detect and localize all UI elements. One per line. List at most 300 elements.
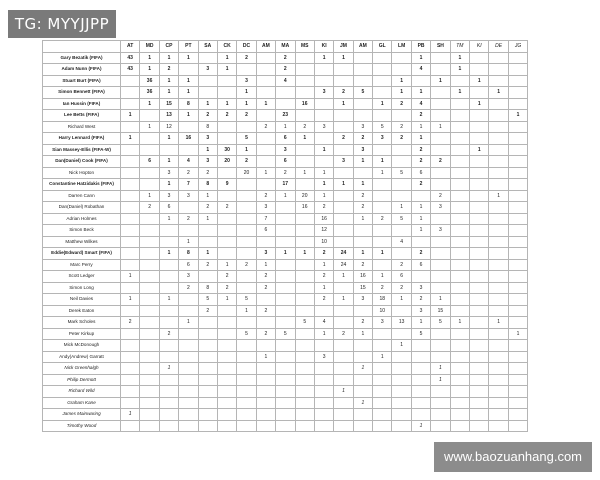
referee-name-cell: Simon Long	[43, 282, 121, 294]
count-cell	[314, 397, 333, 409]
count-cell: 15	[159, 98, 178, 110]
count-cell	[276, 305, 295, 317]
count-cell	[489, 397, 508, 409]
count-cell	[314, 386, 333, 398]
count-cell	[411, 351, 430, 363]
referee-name-cell: Richard Wild	[43, 386, 121, 398]
count-cell: 6	[140, 156, 159, 168]
count-cell	[140, 363, 159, 375]
count-cell	[353, 75, 372, 87]
count-cell	[314, 75, 333, 87]
count-cell	[334, 282, 353, 294]
count-cell	[373, 87, 392, 99]
count-cell: 1	[373, 167, 392, 179]
count-cell	[121, 248, 140, 260]
count-cell: 2	[314, 294, 333, 306]
count-cell	[508, 202, 527, 214]
count-cell	[508, 52, 527, 64]
table-row	[43, 202, 528, 214]
count-cell	[470, 133, 489, 145]
count-cell: 16	[179, 133, 198, 145]
count-cell: 2	[411, 110, 430, 122]
count-cell: 1	[159, 363, 178, 375]
count-cell	[489, 213, 508, 225]
count-cell	[256, 386, 275, 398]
count-cell: 2	[392, 98, 411, 110]
table-row	[43, 110, 528, 122]
count-cell	[276, 213, 295, 225]
count-cell	[431, 386, 450, 398]
count-cell	[489, 133, 508, 145]
count-cell	[334, 144, 353, 156]
count-cell	[450, 202, 469, 214]
count-cell	[314, 374, 333, 386]
count-cell	[450, 397, 469, 409]
count-cell	[121, 87, 140, 99]
count-cell	[392, 156, 411, 168]
count-cell: 13	[159, 110, 178, 122]
table-row	[43, 374, 528, 386]
referee-name-cell: Mick McDonough	[43, 340, 121, 352]
count-cell: 1	[411, 213, 430, 225]
count-cell: 5	[353, 87, 372, 99]
count-cell: 1	[179, 52, 198, 64]
count-cell	[489, 328, 508, 340]
count-cell	[295, 179, 314, 191]
count-cell: 16	[314, 213, 333, 225]
table-row	[43, 294, 528, 306]
count-cell	[508, 351, 527, 363]
count-cell: 1	[489, 190, 508, 202]
count-cell	[159, 409, 178, 421]
count-cell	[217, 305, 236, 317]
count-cell	[470, 213, 489, 225]
count-cell	[179, 121, 198, 133]
count-cell	[217, 363, 236, 375]
column-header: MS	[295, 41, 314, 53]
column-header: DC	[237, 41, 256, 53]
count-cell	[276, 374, 295, 386]
count-cell	[353, 386, 372, 398]
column-header: PB	[411, 41, 430, 53]
count-cell: 1	[237, 98, 256, 110]
tg-label: TG: MYYJJPP	[8, 10, 116, 38]
count-cell: 3	[179, 271, 198, 283]
table-row	[43, 386, 528, 398]
count-cell: 4	[392, 236, 411, 248]
count-cell: 1	[353, 328, 372, 340]
count-cell	[314, 64, 333, 76]
table-row	[43, 328, 528, 340]
count-cell	[450, 156, 469, 168]
count-cell	[276, 351, 295, 363]
count-cell: 2	[256, 190, 275, 202]
count-cell	[159, 374, 178, 386]
count-cell	[140, 271, 159, 283]
count-cell	[470, 121, 489, 133]
count-cell	[217, 121, 236, 133]
count-cell	[179, 144, 198, 156]
count-cell	[140, 317, 159, 329]
count-cell	[411, 190, 430, 202]
count-cell	[256, 52, 275, 64]
count-cell	[373, 340, 392, 352]
referee-name-cell: Gary Bezatik (FIFA)	[43, 52, 121, 64]
count-cell	[373, 144, 392, 156]
column-header: CK	[217, 41, 236, 53]
count-cell: 2	[198, 305, 217, 317]
count-cell	[411, 340, 430, 352]
count-cell: 2	[237, 110, 256, 122]
count-cell: 24	[334, 248, 353, 260]
count-cell: 2	[431, 156, 450, 168]
count-cell	[217, 328, 236, 340]
count-cell	[256, 156, 275, 168]
count-cell	[334, 236, 353, 248]
count-cell	[159, 351, 178, 363]
table-row	[43, 340, 528, 352]
count-cell	[450, 213, 469, 225]
count-cell: 6	[411, 259, 430, 271]
count-cell	[470, 190, 489, 202]
column-header: AM	[353, 41, 372, 53]
count-cell	[470, 225, 489, 237]
count-cell: 2	[237, 259, 256, 271]
count-cell	[489, 225, 508, 237]
count-cell: 3	[198, 156, 217, 168]
count-cell: 1	[179, 236, 198, 248]
count-cell	[198, 397, 217, 409]
count-cell: 5	[276, 328, 295, 340]
count-cell: 4	[411, 64, 430, 76]
table-row	[43, 98, 528, 110]
count-cell	[353, 167, 372, 179]
count-cell: 1	[217, 52, 236, 64]
count-cell	[179, 420, 198, 432]
count-cell	[489, 294, 508, 306]
count-cell	[392, 64, 411, 76]
count-cell: 1	[159, 52, 178, 64]
count-cell	[140, 374, 159, 386]
count-cell	[140, 351, 159, 363]
count-cell: 1	[334, 52, 353, 64]
count-cell	[140, 167, 159, 179]
table-row	[43, 259, 528, 271]
count-cell	[121, 144, 140, 156]
count-cell	[217, 386, 236, 398]
table-row	[43, 213, 528, 225]
count-cell: 3	[237, 75, 256, 87]
count-cell	[450, 110, 469, 122]
count-cell: 1	[159, 248, 178, 260]
count-cell: 3	[373, 317, 392, 329]
count-cell	[353, 374, 372, 386]
count-cell	[489, 248, 508, 260]
count-cell: 2	[198, 259, 217, 271]
count-cell	[431, 271, 450, 283]
count-cell	[470, 282, 489, 294]
count-cell	[121, 121, 140, 133]
count-cell	[470, 64, 489, 76]
count-cell	[489, 236, 508, 248]
count-cell: 2	[276, 167, 295, 179]
count-cell	[411, 271, 430, 283]
count-cell: 2	[256, 328, 275, 340]
count-cell	[237, 409, 256, 421]
count-cell	[392, 374, 411, 386]
count-cell	[295, 144, 314, 156]
count-cell	[140, 420, 159, 432]
count-cell: 1	[334, 98, 353, 110]
referee-name-cell: James Mainwaring	[43, 409, 121, 421]
count-cell: 1	[121, 409, 140, 421]
spreadsheet	[42, 40, 528, 432]
count-cell: 8	[179, 98, 198, 110]
count-cell	[256, 294, 275, 306]
count-cell	[198, 225, 217, 237]
count-cell	[431, 259, 450, 271]
count-cell	[508, 87, 527, 99]
count-cell: 1	[470, 144, 489, 156]
count-cell: 1	[140, 52, 159, 64]
count-cell: 17	[276, 179, 295, 191]
count-cell: 1	[121, 133, 140, 145]
count-cell	[121, 156, 140, 168]
count-cell	[450, 386, 469, 398]
count-cell	[314, 363, 333, 375]
count-cell	[508, 64, 527, 76]
count-cell: 1	[179, 87, 198, 99]
count-cell	[470, 259, 489, 271]
count-cell: 1	[217, 64, 236, 76]
count-cell	[276, 409, 295, 421]
count-cell	[159, 397, 178, 409]
count-cell	[508, 363, 527, 375]
count-cell	[179, 340, 198, 352]
count-cell: 7	[179, 179, 198, 191]
count-cell	[256, 397, 275, 409]
count-cell: 2	[334, 133, 353, 145]
count-cell	[198, 87, 217, 99]
count-cell	[295, 397, 314, 409]
referee-name-cell: Timothy Wood	[43, 420, 121, 432]
count-cell: 8	[198, 179, 217, 191]
count-cell	[392, 363, 411, 375]
count-cell: 1	[121, 271, 140, 283]
count-cell: 1	[411, 202, 430, 214]
count-cell	[217, 248, 236, 260]
count-cell	[140, 328, 159, 340]
count-cell: 2	[217, 202, 236, 214]
count-cell	[450, 374, 469, 386]
referee-name-cell: Adrian Holmes	[43, 213, 121, 225]
count-cell	[450, 248, 469, 260]
count-cell	[508, 156, 527, 168]
count-cell	[237, 340, 256, 352]
count-cell: 6	[411, 167, 430, 179]
count-cell: 1	[256, 167, 275, 179]
count-cell: 3	[179, 190, 198, 202]
count-cell: 3	[411, 305, 430, 317]
count-cell	[373, 225, 392, 237]
referee-name-cell: Scott Ledger	[43, 271, 121, 283]
count-cell	[140, 305, 159, 317]
count-cell	[392, 305, 411, 317]
count-cell	[256, 144, 275, 156]
count-cell	[121, 282, 140, 294]
referee-name-cell: Adam Nunn (FIFA)	[43, 64, 121, 76]
count-cell	[276, 87, 295, 99]
count-cell: 13	[392, 317, 411, 329]
count-cell: 2	[411, 248, 430, 260]
count-cell: 1	[353, 248, 372, 260]
count-cell	[295, 386, 314, 398]
count-cell	[198, 420, 217, 432]
count-cell	[121, 340, 140, 352]
count-cell	[140, 282, 159, 294]
count-cell	[508, 98, 527, 110]
count-cell	[334, 190, 353, 202]
count-cell: 10	[373, 305, 392, 317]
count-cell	[237, 225, 256, 237]
count-cell	[411, 236, 430, 248]
count-cell: 1	[392, 87, 411, 99]
count-cell: 1	[353, 363, 372, 375]
count-cell: 1	[256, 351, 275, 363]
count-cell	[179, 328, 198, 340]
count-cell: 18	[373, 294, 392, 306]
count-cell	[450, 121, 469, 133]
table-row	[43, 133, 528, 145]
count-cell: 3	[334, 156, 353, 168]
count-cell	[353, 409, 372, 421]
count-cell	[431, 144, 450, 156]
count-cell	[121, 351, 140, 363]
count-cell	[431, 236, 450, 248]
count-cell	[295, 52, 314, 64]
count-cell	[159, 259, 178, 271]
count-cell	[508, 305, 527, 317]
count-cell: 1	[314, 328, 333, 340]
table-row	[43, 317, 528, 329]
count-cell	[489, 271, 508, 283]
column-header: MD	[140, 41, 159, 53]
count-cell	[353, 98, 372, 110]
count-cell	[121, 305, 140, 317]
count-cell: 5	[392, 213, 411, 225]
count-cell	[431, 351, 450, 363]
count-cell: 2	[392, 282, 411, 294]
count-cell	[140, 397, 159, 409]
count-cell	[450, 75, 469, 87]
count-cell	[392, 225, 411, 237]
referee-name-cell: Marc Perry	[43, 259, 121, 271]
referee-name-cell: Lee Betts (FIFA)	[43, 110, 121, 122]
count-cell	[373, 374, 392, 386]
table-row	[43, 305, 528, 317]
count-cell	[237, 271, 256, 283]
count-cell: 1	[295, 133, 314, 145]
count-cell	[295, 420, 314, 432]
table-row	[43, 248, 528, 260]
count-cell: 2	[179, 167, 198, 179]
count-cell: 2	[256, 305, 275, 317]
count-cell: 20	[237, 167, 256, 179]
count-cell	[179, 305, 198, 317]
count-cell	[217, 75, 236, 87]
count-cell: 2	[353, 259, 372, 271]
count-cell: 1	[198, 190, 217, 202]
count-cell: 5	[373, 121, 392, 133]
referee-name-cell: Stuart Burt (FIFA)	[43, 75, 121, 87]
count-cell: 1	[217, 294, 236, 306]
count-cell: 3	[314, 351, 333, 363]
count-cell	[334, 64, 353, 76]
count-cell	[217, 397, 236, 409]
count-cell	[373, 202, 392, 214]
count-cell	[159, 317, 178, 329]
count-cell	[353, 236, 372, 248]
count-cell	[392, 248, 411, 260]
count-cell: 1	[121, 294, 140, 306]
count-cell: 5	[295, 317, 314, 329]
count-cell	[121, 98, 140, 110]
count-cell	[237, 374, 256, 386]
table-row	[43, 225, 528, 237]
count-cell: 23	[276, 110, 295, 122]
count-cell	[450, 351, 469, 363]
count-cell	[237, 397, 256, 409]
count-cell	[276, 225, 295, 237]
count-cell	[470, 340, 489, 352]
count-cell: 1	[314, 144, 333, 156]
count-cell: 1	[159, 213, 178, 225]
referee-name-cell: Nick Hopton	[43, 167, 121, 179]
column-header: SA	[198, 41, 217, 53]
count-cell: 1	[470, 98, 489, 110]
count-cell: 36	[140, 87, 159, 99]
count-cell: 1	[489, 317, 508, 329]
count-cell	[198, 75, 217, 87]
count-cell	[489, 179, 508, 191]
count-cell: 1	[431, 294, 450, 306]
count-cell: 36	[140, 75, 159, 87]
count-cell	[217, 236, 236, 248]
count-cell: 1	[334, 271, 353, 283]
count-cell	[431, 282, 450, 294]
column-header: AM	[256, 41, 275, 53]
count-cell: 2	[392, 259, 411, 271]
count-cell: 5	[237, 328, 256, 340]
count-cell	[159, 271, 178, 283]
count-cell	[121, 328, 140, 340]
count-cell	[179, 409, 198, 421]
count-cell	[295, 409, 314, 421]
count-cell	[237, 202, 256, 214]
count-cell	[431, 409, 450, 421]
count-cell	[159, 282, 178, 294]
count-cell	[373, 179, 392, 191]
count-cell	[431, 98, 450, 110]
count-cell	[198, 317, 217, 329]
count-cell	[159, 225, 178, 237]
count-cell	[353, 351, 372, 363]
count-cell	[450, 328, 469, 340]
count-cell	[508, 75, 527, 87]
count-cell	[295, 282, 314, 294]
count-cell: 15	[353, 282, 372, 294]
count-cell	[256, 110, 275, 122]
